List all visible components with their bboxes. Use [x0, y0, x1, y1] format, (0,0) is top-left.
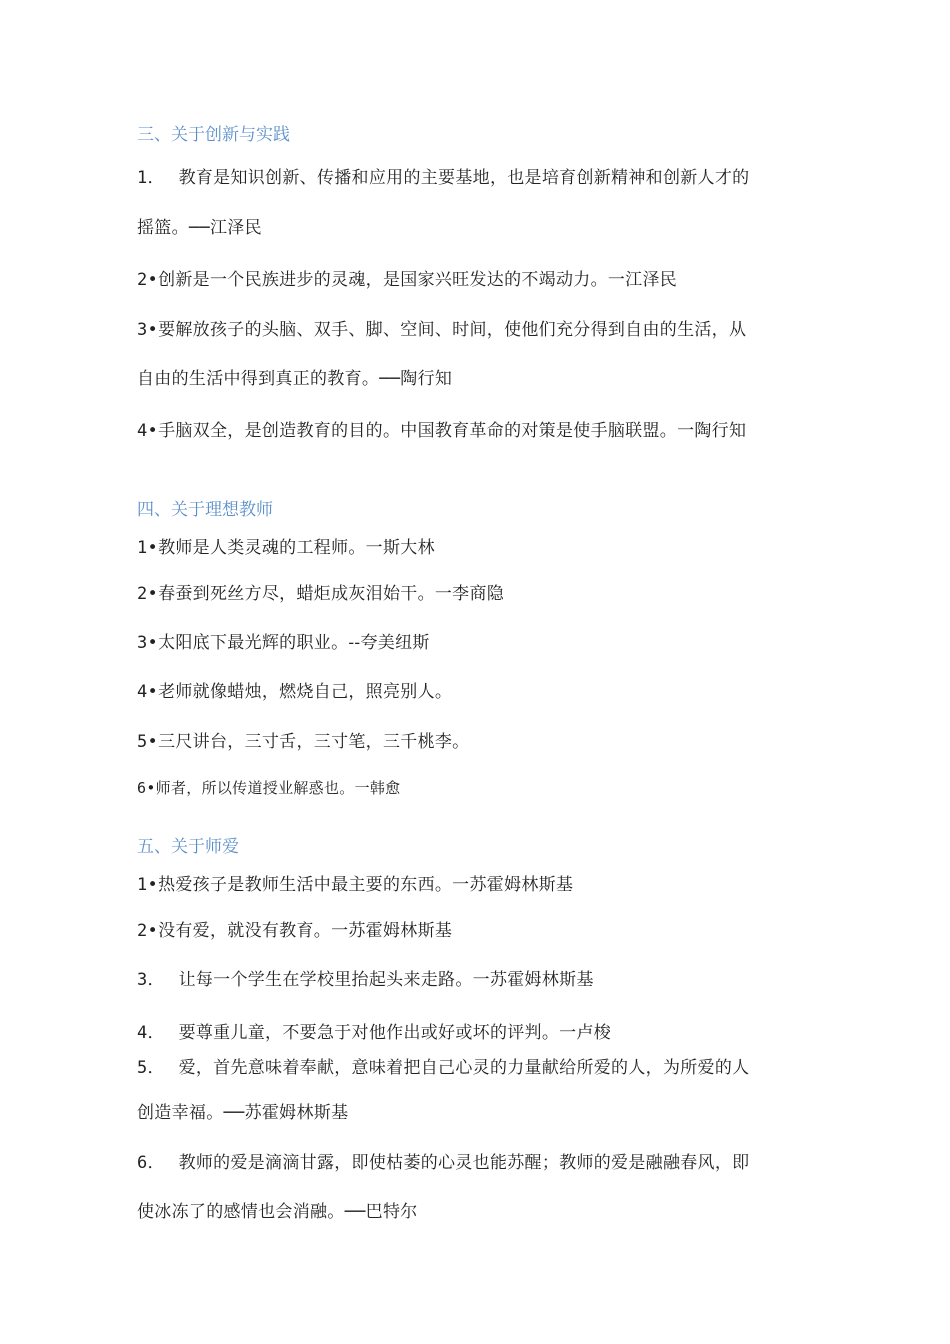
list-item — [137, 628, 430, 653]
list-item — [137, 870, 573, 895]
item-text: 创新是一个民族进步的灵魂，是国家兴旺发达的不竭动力。一江泽民 — [158, 270, 678, 290]
item-text: 太阳底下最光辉的职业。--夸美纽斯 — [158, 633, 430, 653]
item-text: 热爱孩子是教师生活中最主要的东西。一苏霍姆林斯基 — [158, 875, 574, 895]
item-number: 2• — [137, 921, 159, 941]
item-text: 老师就像蜡烛，燃烧自己，照亮别人。 — [158, 682, 453, 702]
list-item — [137, 416, 746, 441]
list-item — [137, 965, 594, 990]
item-number: 6． — [137, 1153, 165, 1173]
item-number: 2• — [137, 584, 159, 604]
section-heading-innovation: 三、关于创新与实践 — [137, 125, 290, 145]
list-item — [137, 677, 452, 702]
item-number: 1• — [137, 538, 159, 558]
list-item — [137, 777, 400, 798]
item-text: 手脑双全，是创造教育的目的。中国教育革命的对策是使手脑联盟。一陶行知 — [158, 421, 747, 441]
item-number: 2• — [137, 270, 159, 290]
item-text: 教师的爱是滴滴甘露，即使枯萎的心灵也能苏醒；教师的爱是融融春风，即 — [178, 1153, 750, 1173]
item-text: 师者，所以传道授业解惑也。一韩愈 — [155, 779, 401, 797]
item-text: 要解放孩子的头脑、双手、脚、空间、时间，使他们充分得到自由的生活，从 — [158, 320, 747, 340]
item-number: 4• — [137, 682, 159, 702]
item-text: 要尊重儿童，不要急于对他作出或好或坏的评判。一卢梭 — [178, 1023, 612, 1043]
item-number: 4• — [137, 421, 159, 441]
list-item — [137, 265, 677, 290]
list-item — [137, 916, 452, 941]
list-item — [137, 315, 746, 340]
section-heading-ideal-teacher: 四、关于理想教师 — [137, 500, 273, 520]
section-heading-teacher-love: 五、关于师爱 — [137, 837, 239, 857]
item-number: 5． — [137, 1058, 165, 1078]
list-item — [137, 1018, 611, 1043]
item-number: 6• — [137, 779, 156, 797]
item-text-continuation: 创造幸福。──苏霍姆林斯基 — [137, 1103, 349, 1123]
item-number: 1． — [137, 168, 165, 188]
item-text-continuation: 使冰冻了的感情也会消融。──巴特尔 — [137, 1202, 418, 1222]
item-text: 三尺讲台，三寸舌，三寸笔，三千桃李。 — [158, 732, 470, 752]
list-item — [137, 1148, 749, 1173]
list-item — [137, 533, 435, 558]
item-text: 教师是人类灵魂的工程师。一斯大林 — [158, 538, 435, 558]
list-item — [137, 727, 469, 752]
item-number: 3• — [137, 633, 159, 653]
item-text: 没有爱，就没有教育。一苏霍姆林斯基 — [158, 921, 453, 941]
item-number: 3• — [137, 320, 159, 340]
item-text-continuation: 摇篮。──江泽民 — [137, 218, 262, 238]
item-number: 5• — [137, 732, 159, 752]
item-text: 教育是知识创新、传播和应用的主要基地，也是培育创新精神和创新人才的 — [178, 168, 750, 188]
item-text: 让每一个学生在学校里抬起头来走路。一苏霍姆林斯基 — [178, 970, 594, 990]
list-item — [137, 163, 749, 188]
item-number: 3． — [137, 970, 165, 990]
item-number: 4． — [137, 1023, 165, 1043]
item-text: 春蚕到死丝方尽，蜡炬成灰泪始干。一李商隐 — [158, 584, 505, 604]
item-number: 1• — [137, 875, 159, 895]
item-text: 爱，首先意味着奉献，意味着把自己心灵的力量献给所爱的人，为所爱的人 — [178, 1058, 750, 1078]
list-item — [137, 1053, 749, 1078]
list-item — [137, 579, 504, 604]
item-text-continuation: 自由的生活中得到真正的教育。──陶行知 — [137, 369, 453, 389]
